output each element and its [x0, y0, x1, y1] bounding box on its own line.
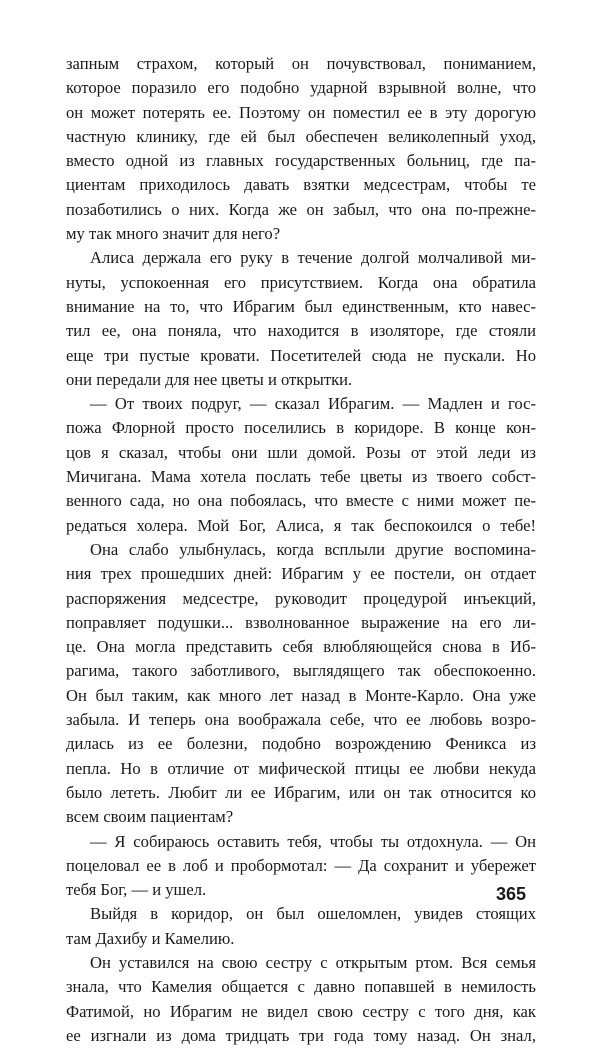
text-line: рагима, такого заботливого, выглядящего так обеспокоенно. [66, 661, 536, 681]
text-line: знала, что Камелия общается с давно попавшей в немилость [66, 977, 536, 997]
text-line: ния трех прошедших дней: Ибрагим у ее постели, он отдает [66, 564, 536, 584]
text-line: поправляет подушки... взволнованное выражение на его ли- [66, 612, 536, 632]
text-line: — От твоих подруг, — сказал Ибрагим. — Мадлен и гос- [90, 394, 536, 414]
text-line: нуты, успокоенная его присутствием. Когда она обратила [66, 272, 536, 292]
text-line: ее изгнали из дома тридцать три года тому назад. Он знал, [66, 1025, 536, 1045]
body-text [66, 52, 536, 1048]
text-line: позаботились о них. Когда же он забыл, что она по-прежне- [66, 199, 536, 219]
text-line: было лететь. Любит ли ее Ибрагим, или он так относится ко [66, 782, 536, 802]
text-line: пожа Флорной просто поселились в коридоре. В конце кон- [66, 418, 536, 438]
text-line: там Дахибу и Камелию. [66, 928, 235, 948]
text-line: пепла. Но в отличие от мифической птицы ее любви некуда [66, 758, 536, 778]
text-line: Он был таким, как много лет назад в Монте-Карло. Она уже [66, 685, 536, 705]
text-line: всем своим пациентам? [66, 807, 234, 827]
text-line: Алиса держала его руку в течение долгой молчаливой ми- [90, 248, 536, 268]
text-line: поцеловал ее в лоб и пробормотал: — Да сохранит и убережет [66, 855, 536, 875]
text-line: внимание на то, что Ибрагим был единственным, кто навес- [66, 296, 536, 316]
text-line: он может потерять ее. Поэтому он поместил ее в эту дорогую [66, 102, 536, 122]
text-line: которое поразило его подобно ударной взрывной волне, что [66, 78, 536, 98]
text-line: венного сада, но она побоялась, что вместе с ними может пе- [66, 491, 536, 511]
text-line: они передали для нее цветы и открытки. [66, 369, 353, 389]
text-line: це. Она могла представить себя влюбляющейся снова в Иб- [66, 637, 536, 657]
text-line: запным страхом, который он почувствовал, пониманием, [66, 54, 536, 73]
text-line: Выйдя в коридор, он был ошеломлен, увидев стоящих [90, 904, 536, 924]
text-line: Фатимой, но Ибрагим не видел свою сестру с того дня, как [66, 1001, 536, 1021]
text-line: дилась из ее болезни, подобно возрождению Феникса из [66, 734, 536, 754]
text-line: Он уставился на свою сестру с открытым ртом. Вся семья [90, 952, 536, 972]
text-line: еще три пустые кровати. Посетителей сюда не пускали. Но [66, 345, 536, 365]
text-line: забыла. И теперь она воображала себе, что ее любовь возро- [66, 710, 536, 730]
text-line: тил ее, она поняла, что находится в изоляторе, где стояли [66, 321, 536, 341]
text-line: вместо одной из главных государственных больниц, где па- [66, 151, 536, 171]
text-line: — Я собираюсь оставить тебя, чтобы ты отдохнула. — Он [90, 831, 536, 851]
text-line: редаться холера. Мой Бог, Алиса, я так беспокоился о тебе! [66, 515, 536, 535]
text-line: распоряжения медсестре, руководит процедурой инъекций, [66, 588, 536, 608]
text-line: тебя Бог, — и ушел. [66, 880, 207, 900]
text-line: цов я сказал, чтобы они шли домой. Розы от этой леди из [66, 442, 536, 462]
text-line: му так много значит для него? [66, 224, 281, 244]
page-number: 365 [496, 884, 527, 904]
text-line: Она слабо улыбнулась, когда всплыли другие воспомина- [90, 539, 536, 559]
text-line: Мичигана. Мама хотела послать тебе цветы из твоего собст- [66, 467, 536, 487]
text-line: циентам приходилось давать взятки медсестрам, чтобы те [66, 175, 536, 195]
text-line: частную клинику, где ей был обеспечен великолепный уход, [66, 126, 536, 146]
